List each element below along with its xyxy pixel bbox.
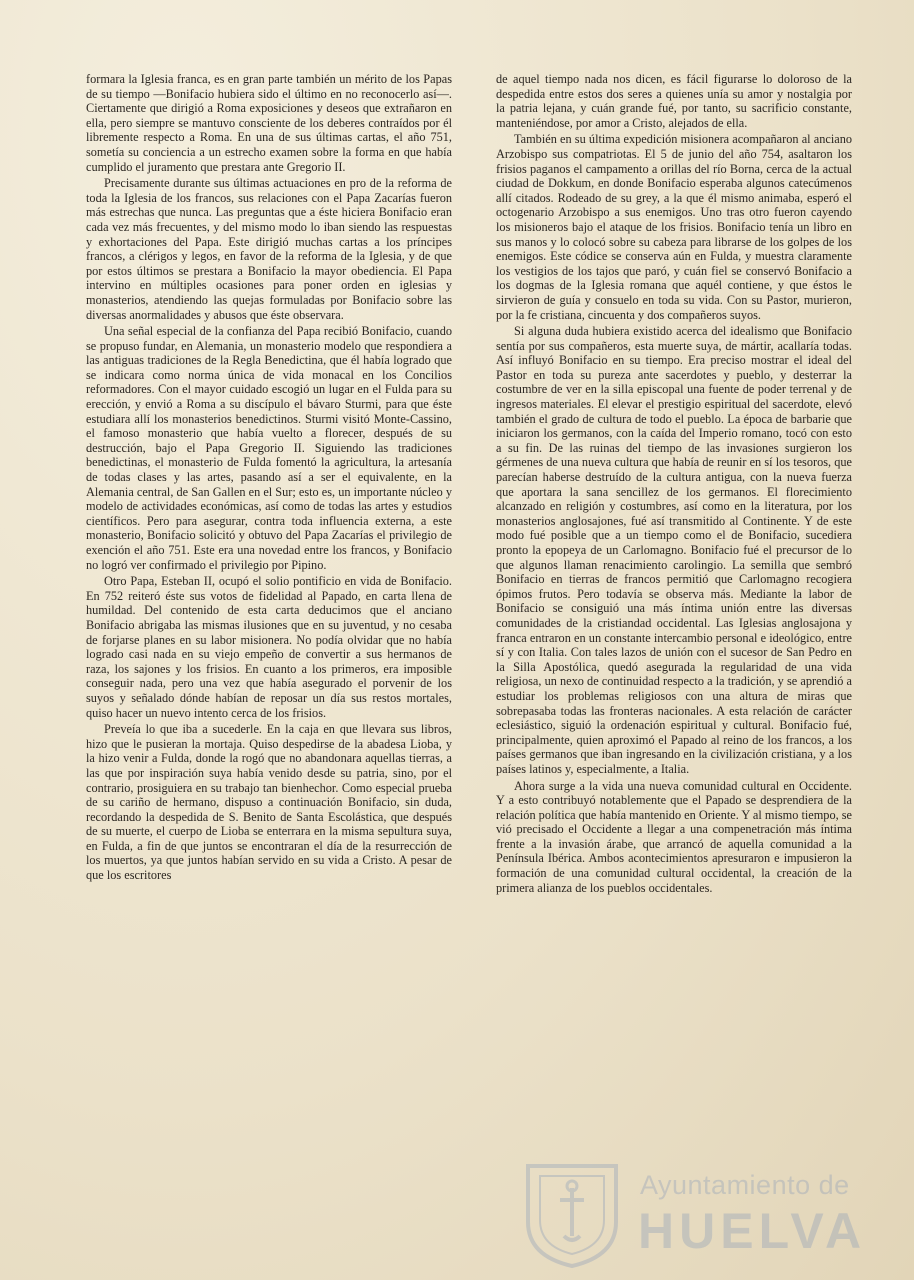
huelva-coat-of-arms-icon <box>520 1160 624 1270</box>
paragraph: Otro Papa, Esteban II, ocupó el solio pontificio en vida de Bonifacio. En 752 reiteró éste sus votos de fidelidad al Papado, en carta llena de humildad. Del contenido de esta carta deducimos que el anciano Bonifacio abrigaba las mismas ilusiones que en su juventud, y no cesaba de forjarse planes en su labor misionera. No podía olvidar que no había logrado casi nada en su viejo empeño de convertir a sus hermanos de raza, los sajones y los frisios. En cuanto a los primeros, era imposible conseguir nada, pero una vez que había asegurado el porvenir de los suyos y señalado dónde habían de reposar un día sus restos mortales, quiso hacer un nuevo intento cerca de los frisios. <box>86 574 452 720</box>
archive-watermark <box>520 1160 867 1270</box>
paragraph: Ahora surge a la vida una nueva comunidad cultural en Occidente. Y a esto contribuyó notablemente que el Papado se desprendiera de la relación política que había mantenido en Oriente. Y al mismo tiempo, se vió precisado el Occidente a llegar a una compenetración más íntima frente a la invasión árabe, que arrancó de aquella comunidad a la Península Ibérica. Ambos acontecimientos apresuraron e impusieron la formación de una comunidad cultural occidental, la creación de la primera alianza de los pueblos occidentales. <box>496 778 852 895</box>
paragraph: de aquel tiempo nada nos dicen, es fácil figurarse lo doloroso de la despedida entre estos dos seres a quienes unía su amor y nostalgia por la patria lejana, y cuán grande fué, por tanto, su sacrificio constante, manteniéndose, por amor a Cristo, alejados de ella. <box>496 72 852 130</box>
paragraph: Una señal especial de la confianza del Papa recibió Bonifacio, cuando se propuso fundar, en Alemania, un monasterio modelo que respondiera a las antiguas tradiciones de la Regla Benedictina, que él había logrado que se indicara como norma única de vida monacal en los Concilios reformadores. Con el mayor cuidado escogió un lugar en el Fulda para su erección, y envió a Roma a su discípulo el bávaro Sturmi, para que éste estudiara allí los monasterios benedictinos. Sturmi visitó Monte-Cassino, el famoso monasterio que había vuelto a florecer, después de su destrucción, bajo el Papa Gregorio II. Siguiendo las tradiciones benedictinas, el monasterio de Fulda fomentó la agricultura, la artesanía de todas clases y las artes, pasando así a ser el equivalente, en la Alemania central, de San Gallen en el Sur; esto es, un importante núcleo y modelo de actividades económicas, así como de todas las artes y estudios científicos. Pero para asegurar, contra toda influencia externa, a este monasterio, Bonifacio solicitó y obtuvo del Papa Zacarías el privilegio de exención el año 751. Este era una novedad entre los francos, y Bonifacio no logró ver confirmado el privilegio por Pipino. <box>86 324 452 572</box>
right-text-column <box>496 72 852 895</box>
paragraph: También en su última expedición misionera acompañaron al anciano Arzobispo sus compatriotas. El 5 de junio del año 754, asaltaron los frisios paganos el campamento a orillas del río Borna, cerca de la actual ciudad de Dokkum, en donde Bonifacio esperaba algunos catecúmenos allí citados. Rodeado de su grey, a la que él mismo animaba, esperó el octogenario Arzobispo a sus enemigos. Uno tras otro fueron cayendo los misioneros bajo el ataque de los frisios. Bonifacio tenía un libro en sus manos y lo colocó sobre su cabeza para librarse de los golpes de los enemigos. Este códice se conserva aún en Fulda, y muestra claramente los vestigios de los tajos que paró, y cuán fiel se conservó Bonifacio a los dogmas de la Iglesia romana que aquél contiene, y que éstos le sirvieron de guía y consuelo en toda su vida. Con su Pastor, murieron, por la fe cristiana, cincuenta y dos compañeros suyos. <box>496 132 852 322</box>
left-text-column <box>86 72 452 883</box>
paragraph: Preveía lo que iba a sucederle. En la caja en que llevara sus libros, hizo que le pusieran la mortaja. Quiso despedirse de la abadesa Lioba, y la hizo venir a Fulda, donde la rogó que no abandonara aquellas tierras, a las que por inspiración suya había venido desde su patria, sino, por el contrario, prosiguiera en su trabajo tan bienhechor. Como especial prueba de su cariño de hermano, dispuso a continuación Bonifacio, sin duda, recordando la despedida de S. Benito de Santa Escolástica, que después de su muerte, el cuerpo de Lioba se enterrara en la misma sepultura suya, en Fulda, a fin de que juntos se encontraran el día de la resurrección de los muertos, ya que juntos habían servido en su vida a Cristo. A pesar de que los escritores <box>86 722 452 883</box>
paragraph: Precisamente durante sus últimas actuaciones en pro de la reforma de toda la Iglesia de los francos, sus relaciones con el Papa Zacarías fueron más estrechas que nunca. Las preguntas que a éste hiciera Bonifacio eran cada vez más frecuentes, y del mismo modo lo iban siendo las respuestas y exhortaciones del Papa. Este dirigió muchas cartas a los príncipes francos, a clérigos y legos, en favor de la reforma de la Iglesia, y de que por estos últimos se prestara a Bonifacio la mayor obediencia. El Papa intervino en múltiples ocasiones para poner orden en iglesias y monasterios, atendiendo las quejas formuladas por Bonifacio sobre las diversas anormalidades y abusos que éste observara. <box>86 176 452 322</box>
paragraph: formara la Iglesia franca, es en gran parte también un mérito de los Papas de su tiempo —Bonifacio hubiera sido el último en no reconocerlo así—. Ciertamente que dirigió a Roma exposiciones y deseos que extrañaron en ella, pero siempre se mantuvo consciente de los deberes contraídos por él libremente respecto a Roma. En una de sus últimas cartas, el año 751, sometía su conciencia a un estrecho examen sobre la forma en que había cumplido el juramento que prestara ante Gregorio II. <box>86 72 452 174</box>
watermark-line2: HUELVA <box>638 1203 867 1259</box>
paragraph: Si alguna duda hubiera existido acerca del idealismo que Bonifacio sentía por sus compañeros, esta muerte suya, de mártir, acallaría todas. Así influyó Bonifacio en su tiempo. Era preciso mostrar el ideal del Pastor en toda su pureza ante sacerdotes y pueblo, y desterrar la costumbre de ver en la silla episcopal una fuente de poder terrenal y de ingresos materiales. El elevar el prestigio espiritual del sacerdote, elevó también el grado de cultura de todo el pueblo. La época de barbarie que iniciaron los germanos, con la caída del Imperio romano, tocó con esto a su fin. De las ruinas del tiempo de las invasiones surgieron los gérmenes de una nueva cultura que había de reunir en sí los tesoros, que parecían haberse destruído de la cultura antigua, con la nueva fuerza que aportara la sana sencillez de los germanos. El florecimiento alcanzado en religión y costumbres, así como en la literatura, por los monasterios anglosajones, fué así transmitido al Continente. Y de este modo fué posible que a un tiempo como el de Bonifacio, sucediera pronto la epopeya de un Carlomagno. Bonifacio fué el precursor de lo que algunos llaman renacimiento carolingio. La semilla que sembró Bonifacio en tierras de francos permitió que Carlomagno recogiera ópimos frutos. Pero todavía se observa más. Mediante la labor de Bonifacio se consiguió una más íntima unión entre las diversas comunidades de la cristiandad occidental. Las Iglesias anglosajona y franca entraron en un constante intercambio personal e ideológico, entre sí y con Italia. Con tales lazos de unión con el sucesor de San Pedro en la Silla Apostólica, quedó asegurada la regularidad de una vida religiosa, un nexo de continuidad respecto a la tradición, y se aprendió a estudiar los problemas religiosos con una altura de miras que sobrepasaba todas las fronteras nacionales. A esta relación de carácter eclesiástico, siguió la ordenación espiritual y cultural. Bonifacio fué, principalmente, quien aproximó el Papado al reino de los francos, a los países germanos que iban ingresando en la civilización cristiana, y a los países latinos y, especialmente, a Italia. <box>496 324 852 776</box>
watermark-line1: Ayuntamiento de <box>640 1170 850 1200</box>
